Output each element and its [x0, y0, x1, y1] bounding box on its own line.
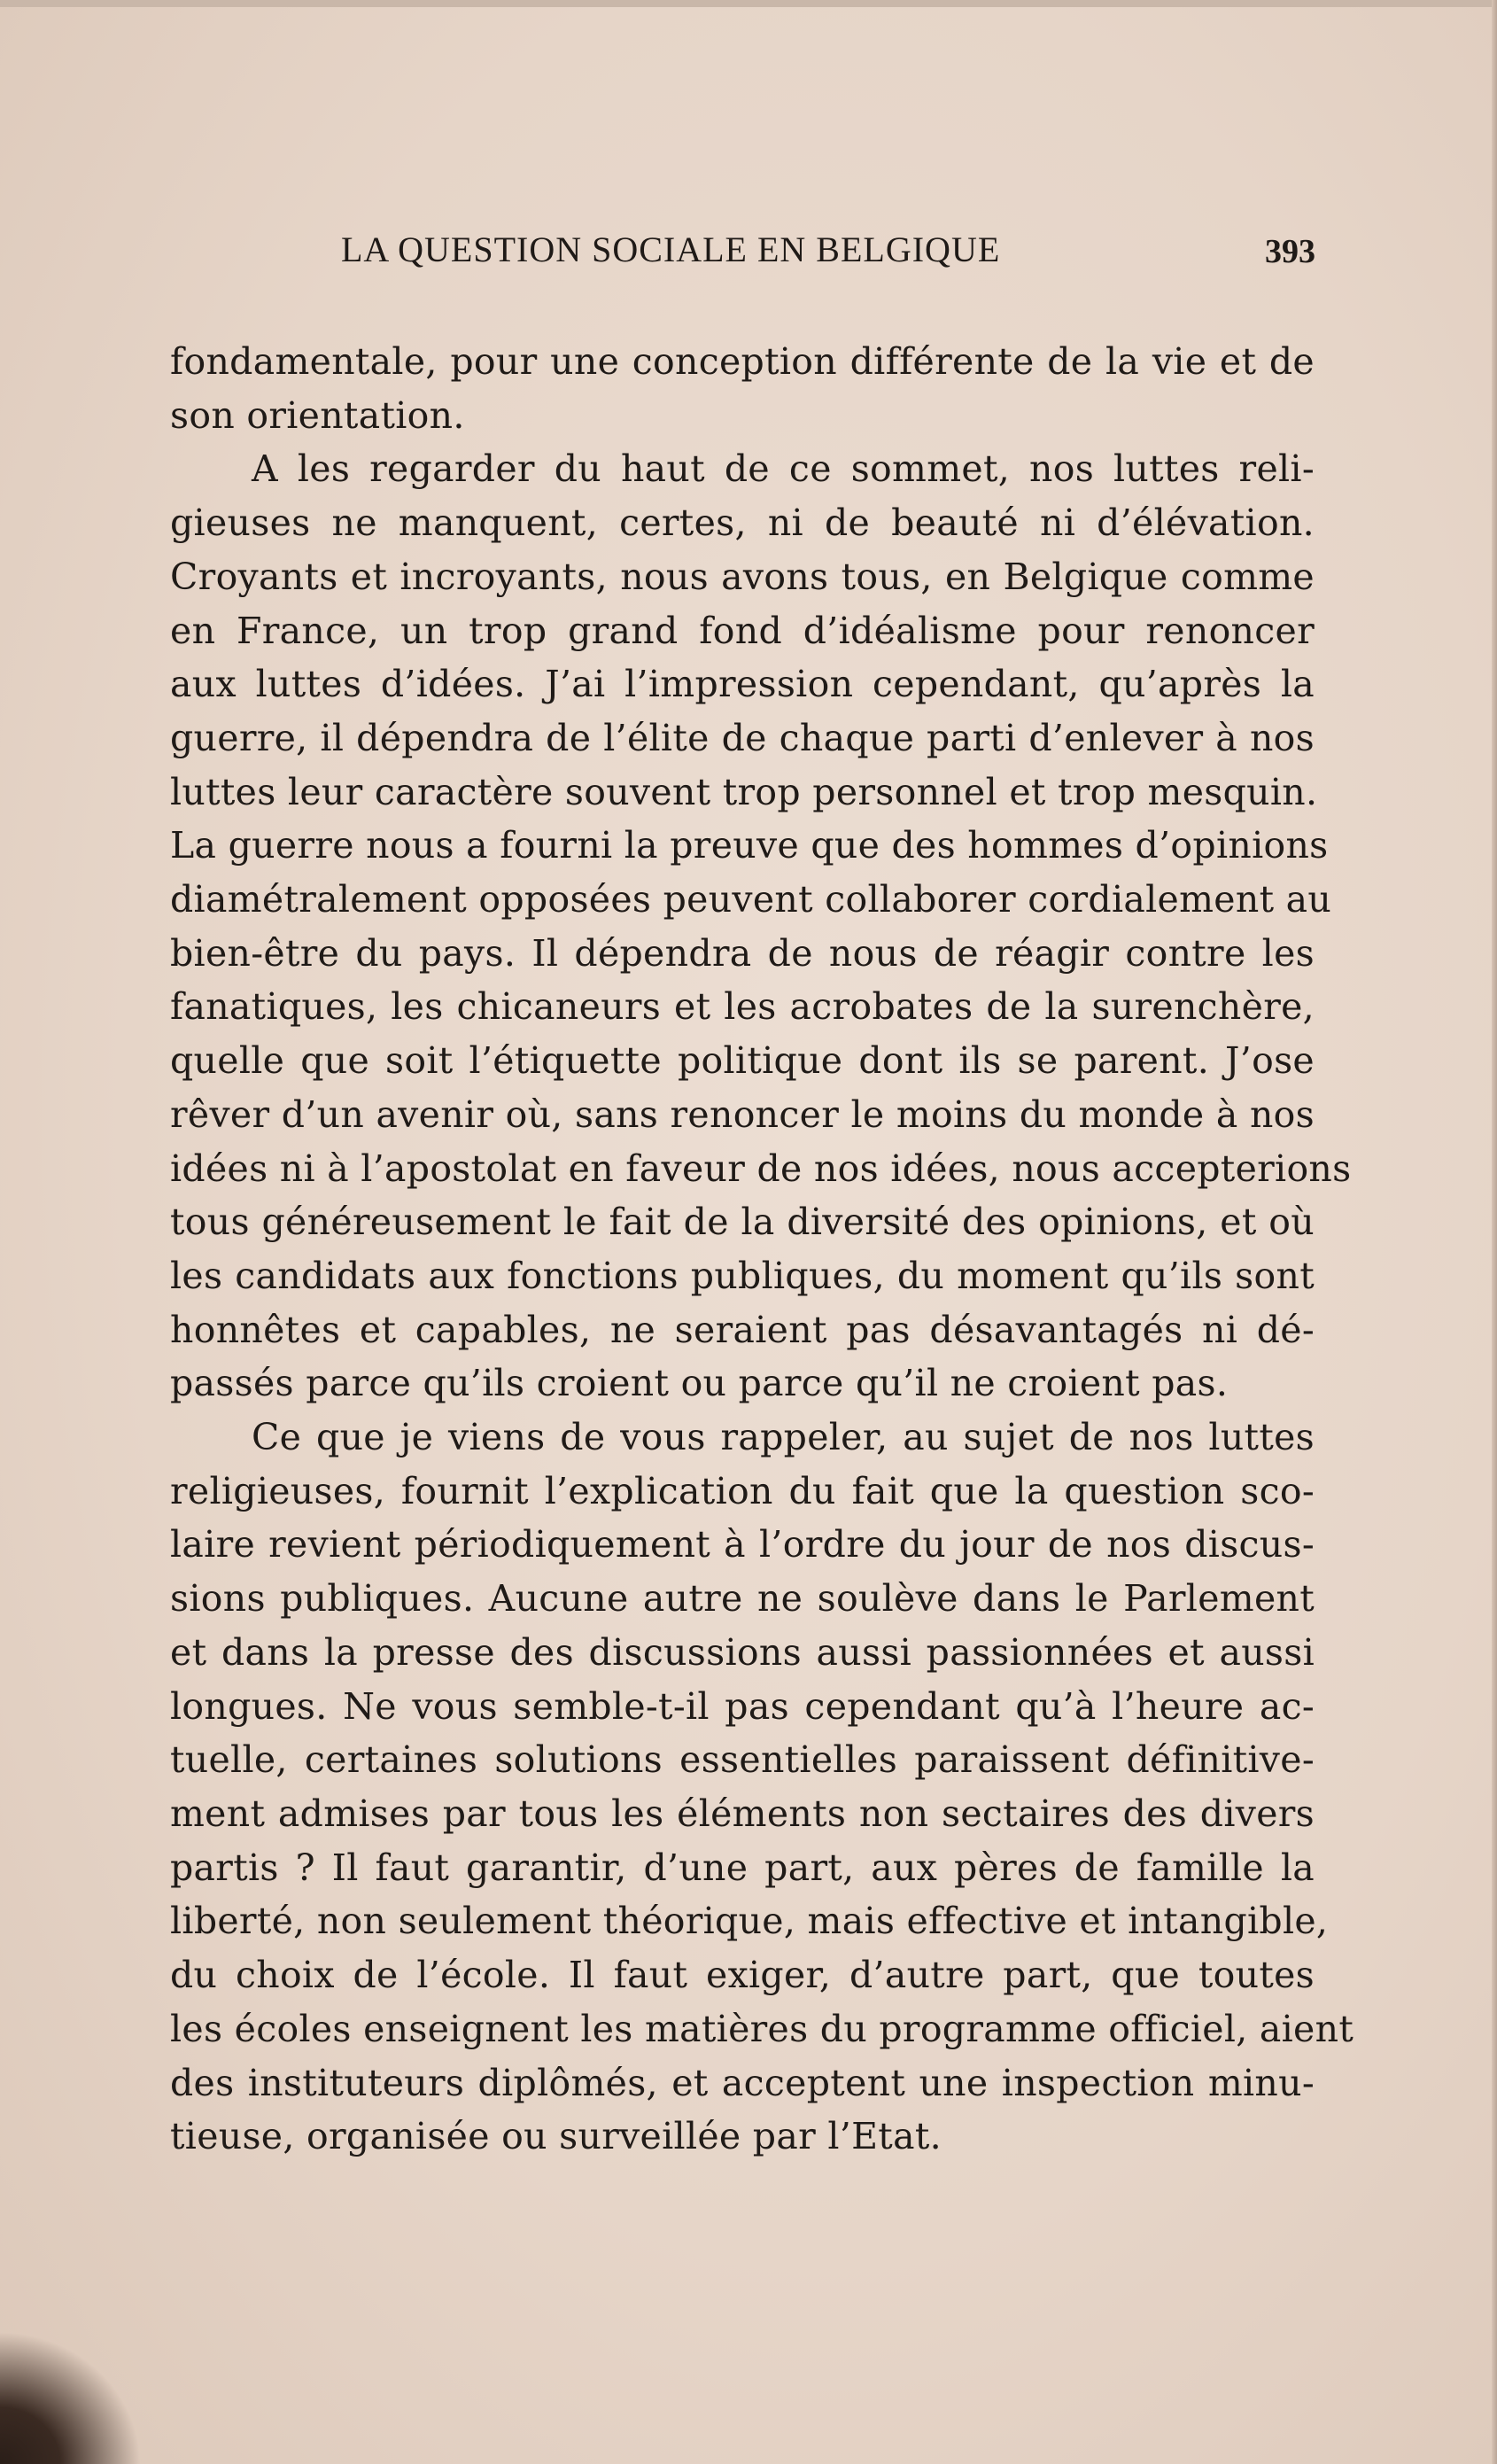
- text-line: passés parce qu’ils croient ou parce qu’il ne croient pas.: [170, 1362, 1229, 1405]
- text-line: religieuses, fournit l’explication du fait que la question sco-: [170, 1469, 1315, 1512]
- text-line: longues. Ne vous semble-t-il pas cependant qu’à l’heure ac-: [170, 1684, 1315, 1728]
- text-line: honnêtes et capables, ne seraient pas désavantagés ni dé-: [170, 1308, 1315, 1351]
- page-number: 393: [1265, 233, 1315, 270]
- text-line: luttes leur caractère souvent trop personnel et trop mesquin.: [170, 770, 1318, 813]
- text-line: La guerre nous a fourni la preuve que des hommes d’opinions: [170, 824, 1329, 867]
- text-line: ment admises par tous les éléments non sectaires des divers: [170, 1792, 1315, 1835]
- text-line: aux luttes d’idées. J’ai l’impression cependant, qu’après la: [170, 663, 1315, 706]
- text-line: Croyants et incroyants, nous avons tous, en Belgique comme: [170, 555, 1315, 598]
- running-head: [341, 229, 1315, 282]
- text-line: partis ? Il faut garantir, d’une part, aux pères de famille la: [170, 1846, 1315, 1889]
- paragraph-school-question: [170, 1411, 1354, 2164]
- text-line: Ce que je viens de vous rappeler, au sujet de nos luttes: [252, 1416, 1315, 1459]
- text-line: et dans la presse des discussions aussi passionnées et aussi: [170, 1630, 1315, 1674]
- text-line: rêver d’un avenir où, sans renoncer le moins du monde à nos: [170, 1092, 1315, 1136]
- text-line: laire revient périodiquement à l’ordre du jour de nos discus-: [170, 1523, 1315, 1566]
- text-line: tous généreusement le fait de la diversité des opinions, et où: [170, 1201, 1315, 1244]
- text-line: son orientation.: [170, 393, 465, 437]
- paragraph-continuation: [170, 335, 1315, 442]
- text-line: bien-être du pays. Il dépendra de nous de réagir contre les: [170, 931, 1315, 975]
- text-line: les écoles enseignent les matières du programme officiel, aient: [170, 2007, 1354, 2050]
- paragraph-religious-struggles: [170, 442, 1352, 1411]
- text-line: sions publiques. Aucune autre ne soulève dans le Parlement: [170, 1577, 1315, 1621]
- text-line: fondamentale, pour une conception différente de la vie et de: [170, 340, 1315, 383]
- text-line: gieuses ne manquent, certes, ni de beauté ni d’élévation.: [170, 501, 1315, 545]
- running-title: LA QUESTION SOCIALE EN BELGIQUE: [341, 229, 1001, 269]
- text-line: du choix de l’école. Il faut exiger, d’autre part, que toutes: [170, 1954, 1315, 1997]
- scan-top-edge: [0, 0, 1497, 7]
- scan-right-edge: [1492, 0, 1497, 2464]
- body-text: [170, 335, 1354, 2164]
- text-line: des instituteurs diplômés, et acceptent une inspection minu-: [170, 2061, 1315, 2104]
- text-line: fanatiques, les chicaneurs et les acrobates de la surenchère,: [170, 985, 1315, 1029]
- scan-corner-shadow: [0, 2331, 142, 2464]
- text-line: guerre, il dépendra de l’élite de chaque parti d’enlever à nos: [170, 716, 1315, 759]
- text-line: diamétralement opposées peuvent collaborer cordialement au: [170, 878, 1332, 921]
- text-line: liberté, non seulement théorique, mais effective et intangible,: [170, 1900, 1329, 1943]
- text-line: les candidats aux fonctions publiques, du moment qu’ils sont: [170, 1254, 1315, 1297]
- text-line: A les regarder du haut de ce sommet, nos luttes reli-: [252, 447, 1315, 491]
- text-line: quelle que soit l’étiquette politique dont ils se parent. J’ose: [170, 1039, 1315, 1083]
- text-line: idées ni à l’apostolat en faveur de nos idées, nous accepterions: [170, 1146, 1352, 1190]
- text-line: tieuse, organisée ou surveillée par l’Etat.: [170, 2115, 942, 2158]
- text-line: tuelle, certaines solutions essentielles paraissent définitive-: [170, 1738, 1315, 1782]
- text-line: en France, un trop grand fond d’idéalisme pour renoncer: [170, 609, 1315, 652]
